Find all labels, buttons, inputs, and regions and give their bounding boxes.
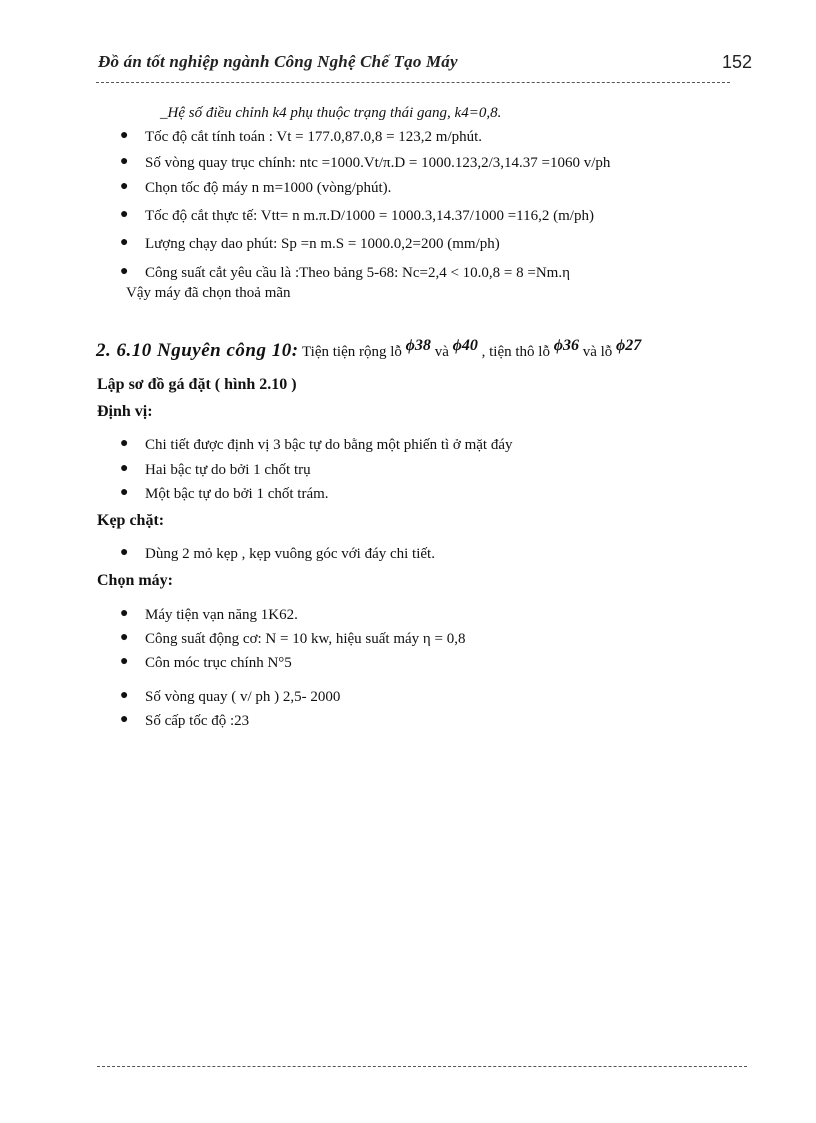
diameter-symbol: ϕ38	[405, 337, 431, 354]
bullet-icon: ●	[120, 688, 129, 703]
positioning-heading: Định vị:	[97, 403, 153, 420]
bullet-icon: ●	[120, 264, 129, 279]
list-item: Chi tiết được định vị 3 bậc tự do bằng một phiến tì ở mặt đáy	[145, 437, 513, 453]
list-item: Chọn tốc độ máy n m=1000 (vòng/phút).	[145, 180, 392, 196]
list-item: Một bậc tự do bởi 1 chốt trám.	[145, 486, 329, 502]
bullet-icon: ●	[120, 630, 129, 645]
list-item: Côn móc trục chính N°5	[145, 655, 292, 671]
section-text: và lỗ	[582, 344, 613, 360]
bullet-icon: ●	[120, 235, 129, 250]
list-item: Công suất cắt yêu cầu là :Theo bảng 5-68: Nc=2,4 < 10.0,8 = 8 =Nm.η	[145, 265, 570, 281]
footer-divider	[97, 1066, 747, 1067]
list-item: Số vòng quay trục chính: ntc =1000.Vt/π.D = 1000.123,2/3,14.37 =1060 v/ph	[145, 155, 611, 171]
bullet-icon: ●	[120, 606, 129, 621]
section-text: , tiện thô lỗ	[481, 344, 550, 360]
bullet-icon: ●	[120, 154, 129, 169]
section-text: Tiện tiện rộng lỗ	[302, 344, 402, 360]
bullet-icon: ●	[120, 654, 129, 669]
list-item: Công suất động cơ: N = 10 kw, hiệu suất máy η = 0,8	[145, 631, 466, 647]
bullet-icon: ●	[120, 207, 129, 222]
header-divider	[96, 82, 730, 83]
diameter-symbol: ϕ36	[553, 337, 579, 354]
section-text: và	[434, 344, 449, 360]
diameter-symbol: ϕ27	[616, 337, 642, 354]
header-title: Đồ án tốt nghiệp ngành Công Nghệ Chế Tạo Máy	[98, 52, 458, 71]
bullet-icon: ●	[120, 128, 129, 143]
section-number: 2. 6.10 Nguyên công 10:	[96, 340, 299, 361]
setup-heading: Lập sơ đồ gá đặt ( hình 2.10 )	[97, 376, 297, 393]
list-item: Lượng chạy dao phút: Sp =n m.S = 1000.0,2=200 (mm/ph)	[145, 236, 500, 252]
clamping-heading: Kẹp chặt:	[97, 512, 165, 529]
bullet-icon: ●	[120, 436, 129, 451]
list-item: Dùng 2 mỏ kẹp , kẹp vuông góc với đáy chi tiết.	[145, 546, 435, 562]
list-item: Tốc độ cắt tính toán : Vt = 177.0,87.0,8 = 123,2 m/phút.	[145, 129, 483, 145]
bullet-icon: ●	[120, 461, 129, 476]
list-item: Hai bậc tự do bởi 1 chốt trụ	[145, 462, 311, 478]
coefficient-note: _Hệ số điều chỉnh k4 phụ thuộc trạng thái gang, k4=0,8.	[160, 105, 502, 121]
bullet-icon: ●	[120, 179, 129, 194]
diameter-symbol: ϕ40	[452, 337, 478, 354]
conclusion-text: Vậy máy đã chọn thoả mãn	[126, 285, 291, 301]
machine-heading: Chọn máy:	[97, 572, 174, 589]
bullet-icon: ●	[120, 485, 129, 500]
list-item: Số cấp tốc độ :23	[145, 713, 250, 729]
bullet-icon: ●	[120, 712, 129, 727]
list-item: Tốc độ cắt thực tế: Vtt= n m.π.D/1000 = 1000.3,14.37/1000 =116,2 (m/ph)	[145, 208, 594, 224]
list-item: Số vòng quay ( v/ ph ) 2,5- 2000	[145, 689, 341, 705]
bullet-icon: ●	[120, 545, 129, 560]
section-heading	[96, 337, 642, 362]
list-item: Máy tiện vạn năng 1K62.	[145, 607, 298, 623]
page-number: 152	[722, 52, 753, 72]
